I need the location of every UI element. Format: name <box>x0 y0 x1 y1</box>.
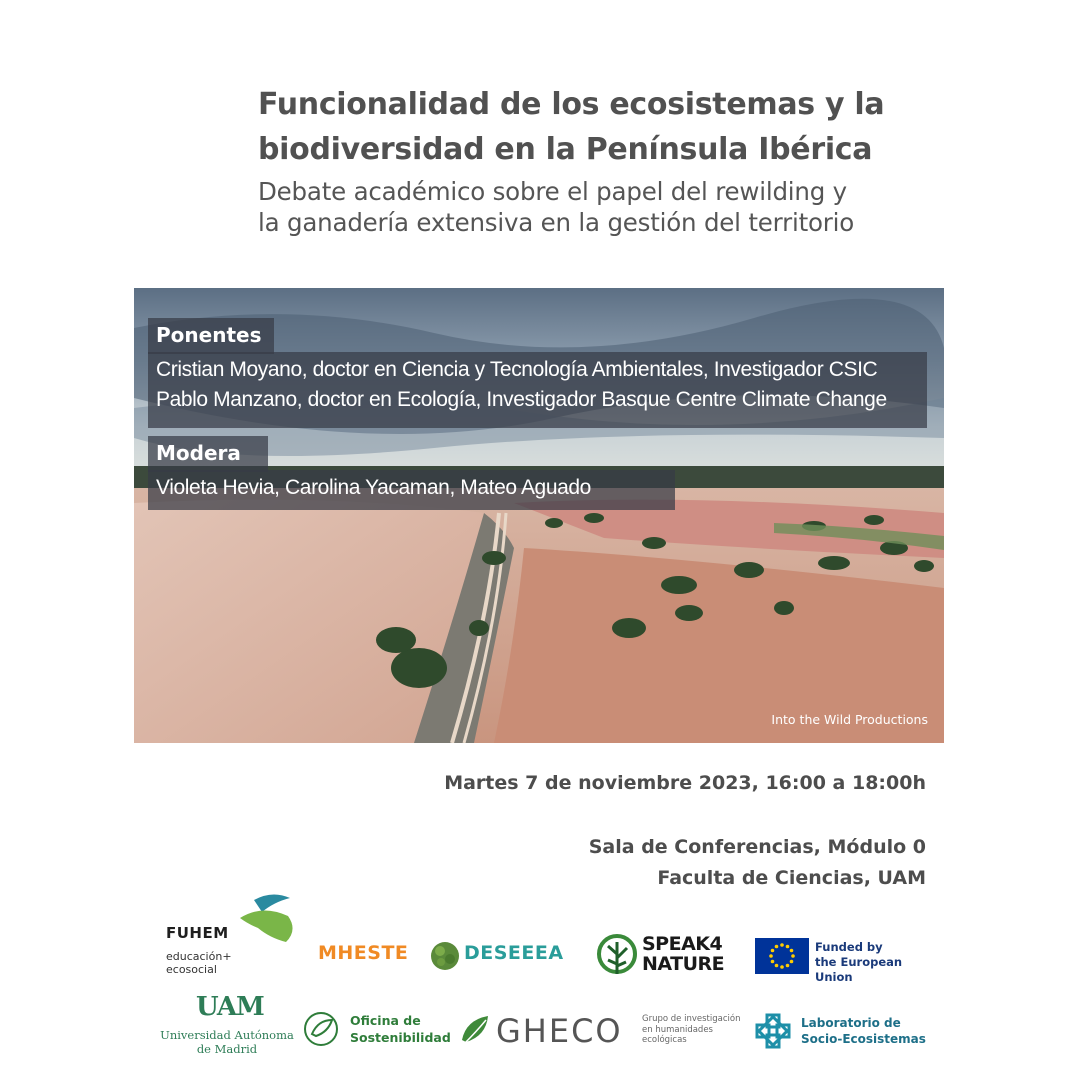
eu-line-1: Funded by <box>815 940 883 954</box>
gheco-desc-2: en humanidades <box>642 1024 713 1035</box>
ponente-1: Cristian Moyano, doctor en Ciencia y Tecnología Ambientales, Investigador CSIC <box>156 358 878 381</box>
modera-heading: Modera <box>148 436 268 472</box>
uam-line-2: de Madrid <box>196 1042 258 1056</box>
speak-line-2: NATURE <box>642 953 725 975</box>
event-date: Martes 7 de noviembre 2023, 16:00 a 18:00h <box>444 772 926 794</box>
uam-line-1: Universidad Autónoma <box>160 1028 294 1042</box>
fuhem-logo <box>162 890 302 982</box>
modera-names: Violeta Hevia, Carolina Yacaman, Mateo Aguado <box>148 470 675 510</box>
title-line-1: Funcionalidad de los ecosistemas y la <box>258 87 885 122</box>
laboratorio-socio-ecosistemas-logo <box>751 1008 931 1054</box>
lab-line-2: Socio-Ecosistemas <box>801 1032 926 1046</box>
gheco-desc-3: ecológicas <box>642 1035 687 1045</box>
event-subtitle <box>258 176 978 238</box>
ponentes-heading: Ponentes <box>148 318 274 354</box>
gheco-leaf-icon <box>458 1010 494 1050</box>
uam-logo <box>160 992 300 1064</box>
subtitle-line-1: Debate académico sobre el papel del rewilding y <box>258 177 847 206</box>
fuhem-tag-2: ecosocial <box>166 963 217 976</box>
gheco-description <box>642 1014 740 1046</box>
landscape-photo <box>134 288 944 743</box>
eu-flag-icon <box>755 938 809 974</box>
gheco-logo <box>458 1008 748 1052</box>
lab-text <box>801 1015 926 1047</box>
mheste-text: MHESTE <box>318 942 409 964</box>
oficina-sostenibilidad-logo <box>302 1010 452 1050</box>
leaf-ball-icon <box>429 940 461 972</box>
ponentes-list <box>148 352 927 428</box>
event-title <box>258 82 978 172</box>
oficina-line-2: Sostenibilidad <box>350 1030 451 1045</box>
eu-text <box>815 940 935 985</box>
oficina-line-1: Oficina de <box>350 1013 421 1028</box>
gheco-desc-1: Grupo de investigación <box>642 1014 741 1024</box>
venue-faculty: Faculta de Ciencias, UAM <box>657 867 926 889</box>
speak4nature-text <box>642 934 724 974</box>
lab-line-1: Laboratorio de <box>801 1016 901 1030</box>
uam-mark: UAM <box>196 992 264 1022</box>
speak-line-1: SPEAK4 <box>642 933 723 955</box>
photo-credit: Into the Wild Productions <box>771 712 928 727</box>
title-line-2: biodiversidad en la Península Ibérica <box>258 132 873 167</box>
uam-name <box>160 1028 294 1056</box>
deseeea-text: DESEEEA <box>464 942 564 964</box>
eu-line-2: the European Union <box>815 955 903 984</box>
gheco-text: GHECO <box>496 1012 623 1050</box>
tree-icon <box>596 934 638 978</box>
ponente-2: Pablo Manzano, doctor en Ecología, Investigador Basque Centre Climate Change <box>156 388 887 411</box>
speak4nature-logo <box>596 932 736 980</box>
fuhem-tag-1: educación+ <box>166 950 232 963</box>
oficina-text <box>350 1012 451 1046</box>
fuhem-name: FUHEM <box>166 924 229 942</box>
leaf-hand-icon <box>302 1010 342 1048</box>
fuhem-tagline <box>166 950 232 976</box>
knot-icon <box>751 1009 795 1053</box>
subtitle-line-2: la ganadería extensiva en la gestión del territorio <box>258 208 855 237</box>
mheste-deseeea-logo <box>318 940 573 972</box>
eu-funded-logo <box>755 937 935 984</box>
venue-room: Sala de Conferencias, Módulo 0 <box>588 836 926 858</box>
